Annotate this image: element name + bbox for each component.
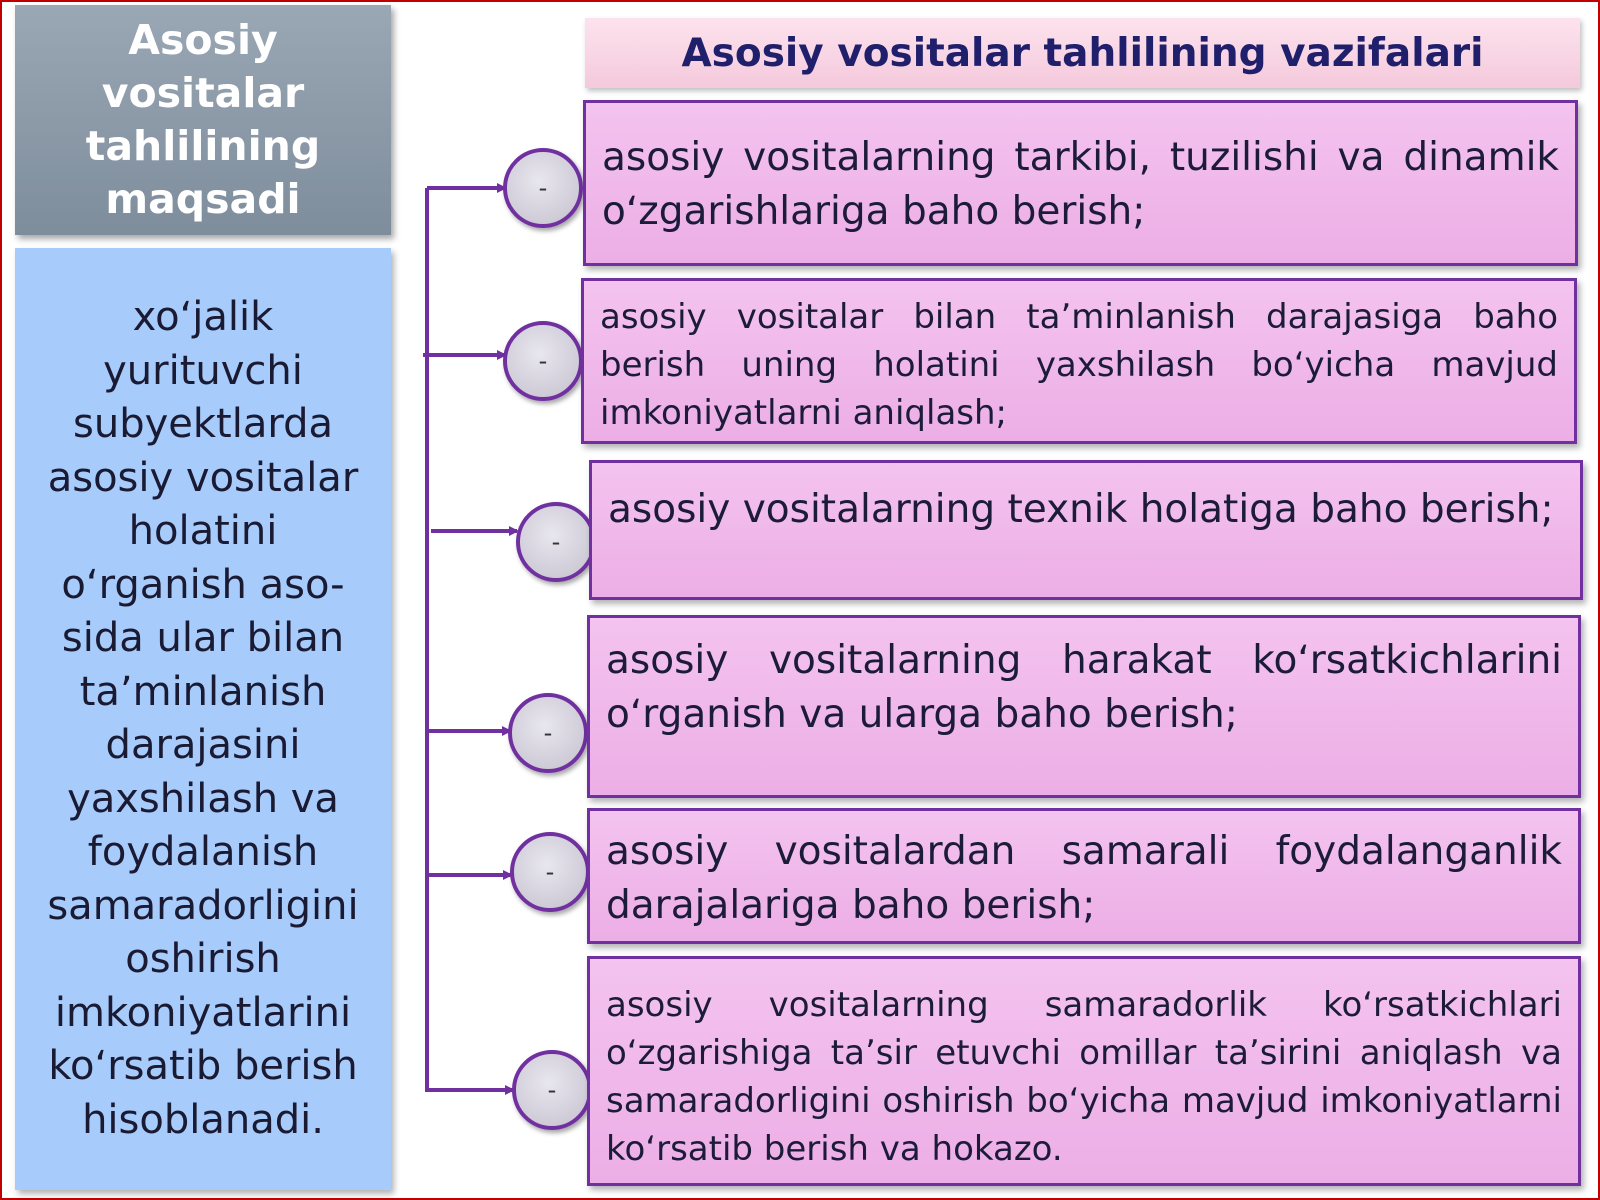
task-marker-5 <box>510 832 590 912</box>
goal-title: Asosiy vositalar tahlilining maqsadi <box>85 16 321 223</box>
task-text-2: asosiy vositalar bilan ta’minlanish darajasiga baho berish uning holatini yaxshilash bo‘yicha mavjud imkoniyatlarni aniqlash; <box>600 297 1558 433</box>
task-marker-6 <box>512 1050 592 1130</box>
tasks-header: Asosiy vositalar tahlilining vazifalari <box>681 30 1484 76</box>
task-box-4 <box>587 615 1581 798</box>
task-marker-4-label: - <box>543 719 553 747</box>
task-marker-3 <box>516 502 596 582</box>
task-marker-2 <box>503 321 583 401</box>
task-marker-5-label: - <box>545 858 555 886</box>
goal-description: xo‘jalik yurituvchi subyektlarda asosiy vositalar holatini o‘rganish aso-sida ular bilan ta’minlanish darajasini yaxshilash va foydalanish samaradorligini oshirish imkoniyatlarini ko‘rsatib berish hisoblanadi. <box>47 294 359 1143</box>
task-box-3 <box>589 460 1583 600</box>
task-text-1: asosiy vositalarning tarkibi, tuzilishi va dinamik o‘zgarishlariga baho berish; <box>602 135 1559 234</box>
task-marker-6-label: - <box>547 1076 557 1104</box>
task-text-6: asosiy vositalarning samaradorlik ko‘rsatkichlari o‘zgarishiga ta’sir etuvchi omillar ta’sirini aniqlash va samaradorligini oshirish bo‘yicha mavjud imkoniyatlarni ko‘rsatib berish va hokazo. <box>606 985 1562 1169</box>
task-text-3: asosiy vositalarning texnik holatiga baho berish; <box>608 487 1554 532</box>
task-text-4: asosiy vositalarning harakat ko‘rsatkichlarini o‘rganish va ularga baho berish; <box>606 638 1562 737</box>
task-marker-4 <box>508 693 588 773</box>
task-marker-3-label: - <box>551 528 561 556</box>
task-text-5: asosiy vositalardan samarali foydalanganlik darajalariga baho berish; <box>606 829 1562 928</box>
task-box-2 <box>581 278 1577 444</box>
task-marker-1 <box>503 148 583 228</box>
task-marker-1-label: - <box>538 174 548 202</box>
task-box-6 <box>587 956 1581 1186</box>
task-marker-2-label: - <box>538 347 548 375</box>
task-box-5 <box>587 808 1581 944</box>
task-box-1 <box>583 100 1578 266</box>
